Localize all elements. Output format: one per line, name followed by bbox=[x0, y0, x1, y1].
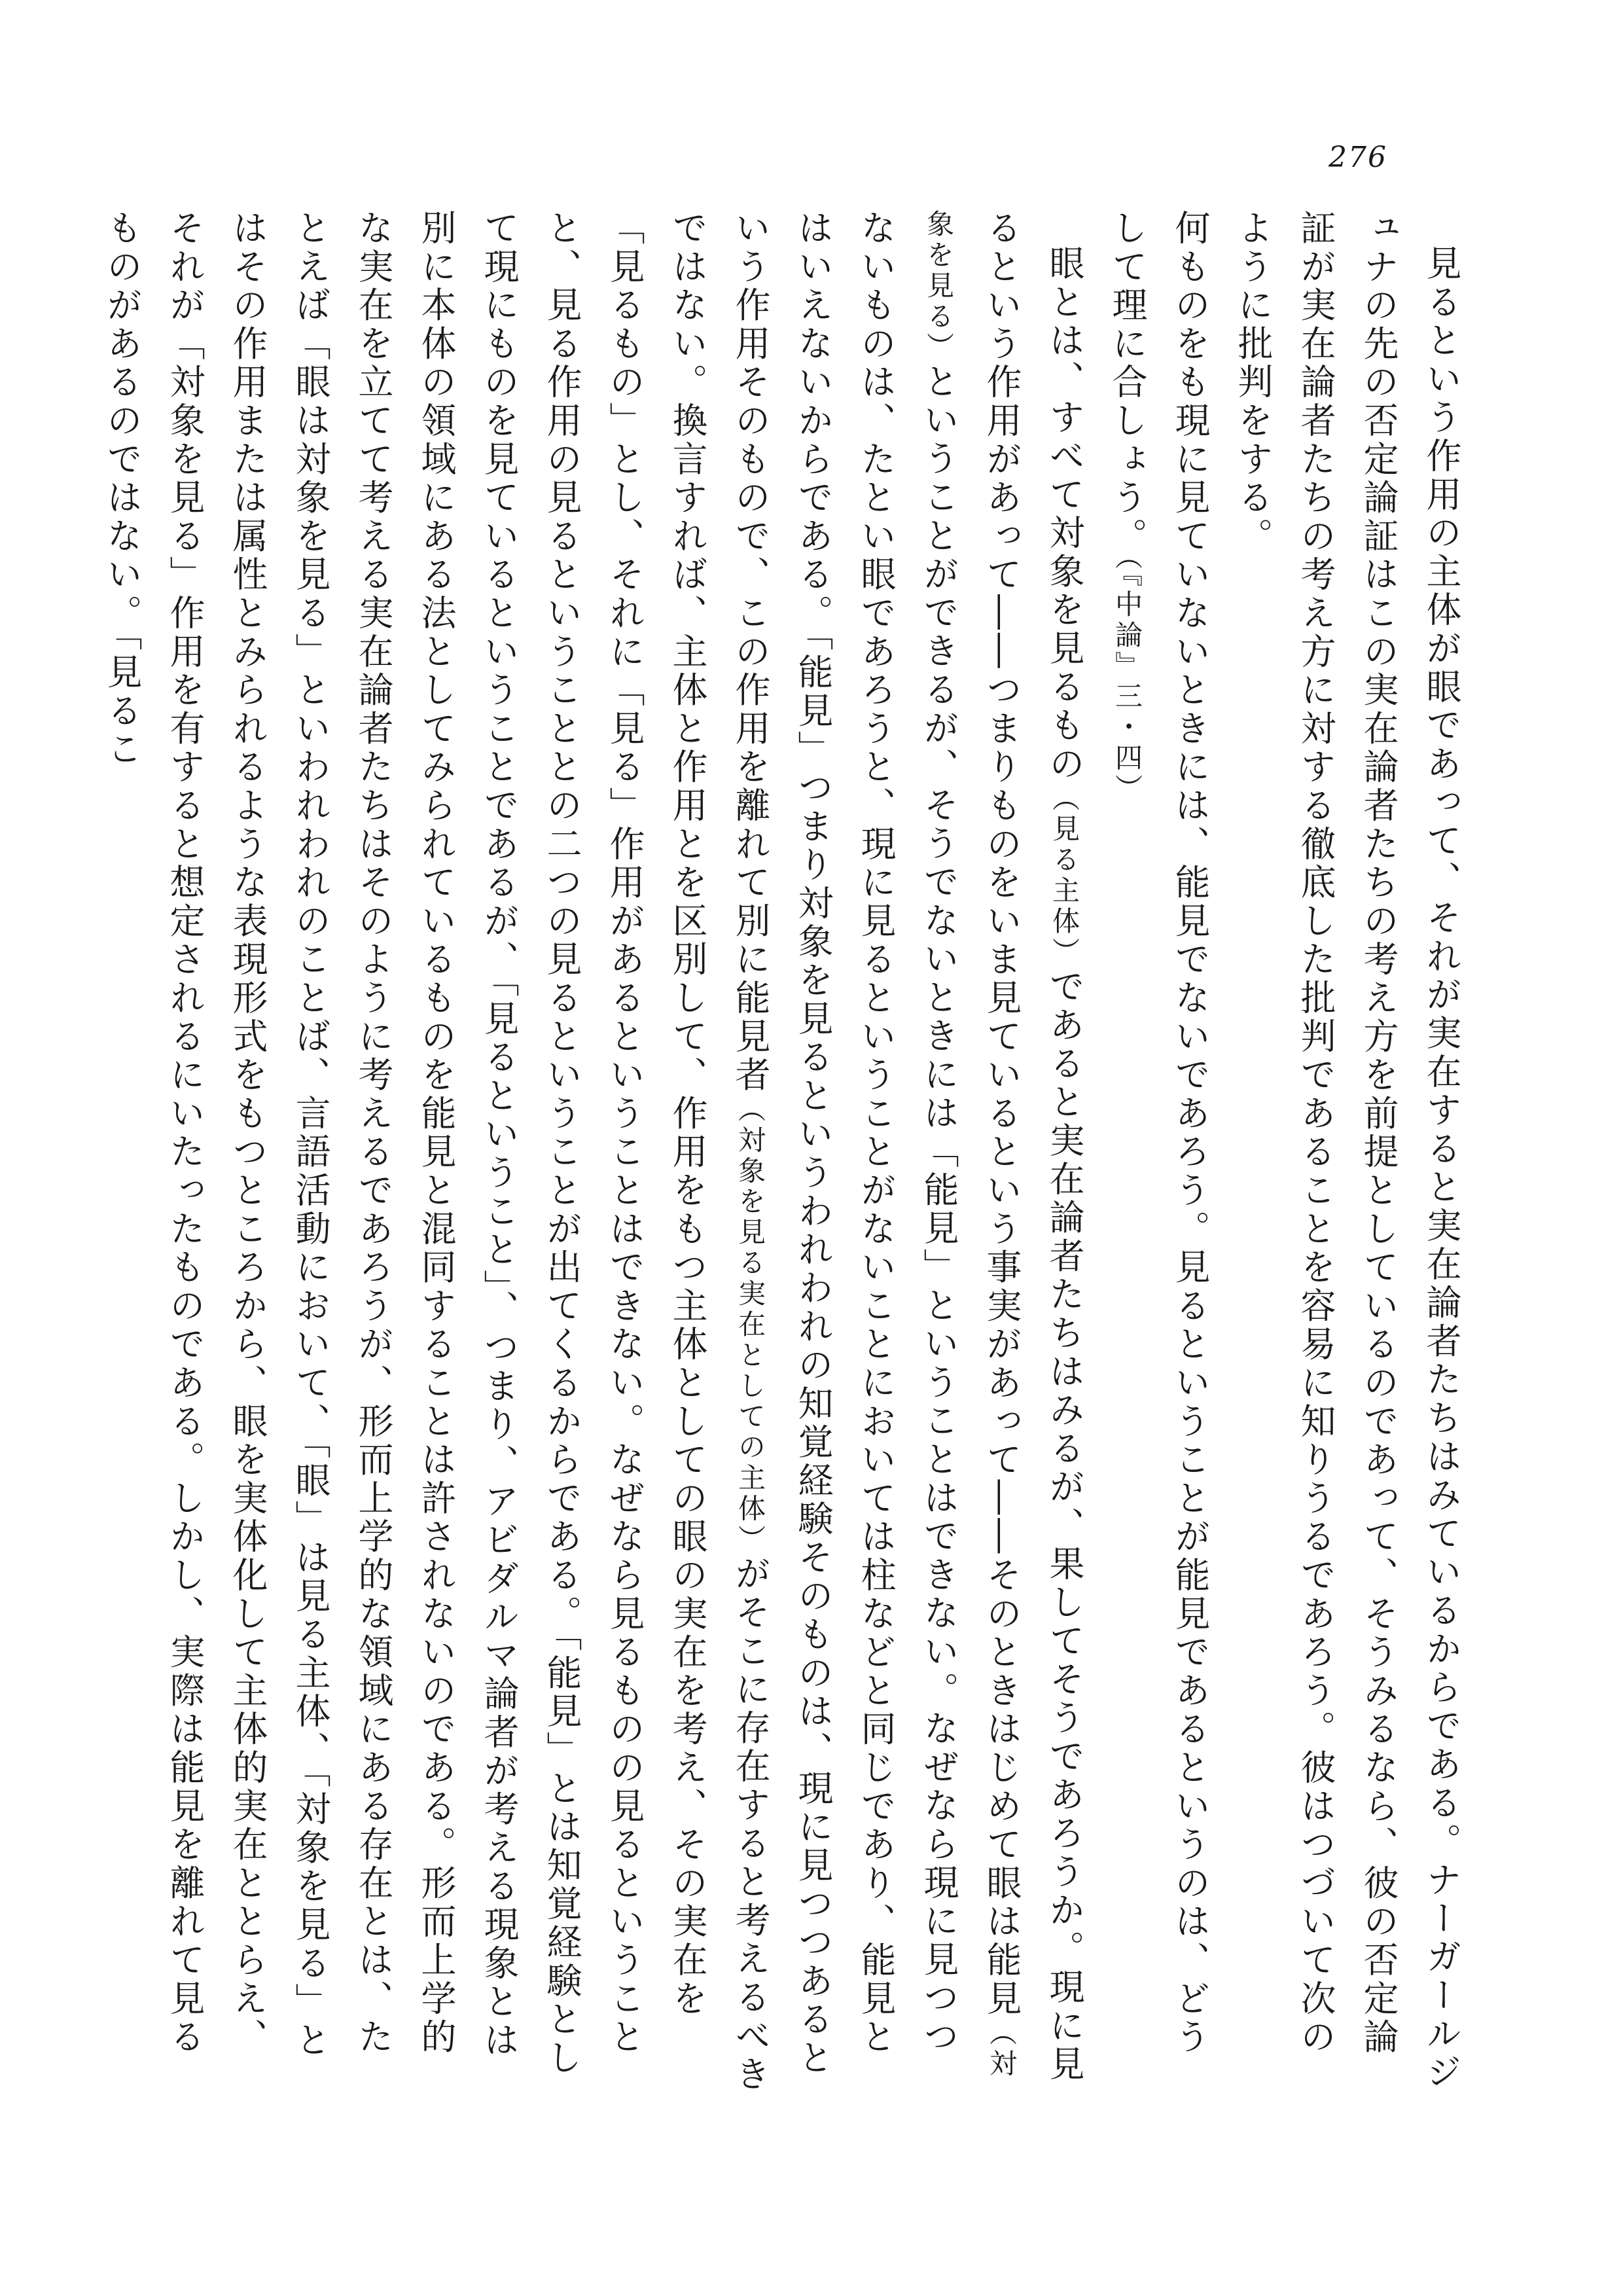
quote-text: 何ものをも現に見ていないときには、能見でないであろう。見るということが能見であるというのは、どうして理に合しょう。 bbox=[1107, 209, 1211, 2057]
block-quote bbox=[1096, 209, 1221, 2094]
paragraph-3-seg-3: ということができるが、そうでないときには「能見」ということはできない。なぜなら現に見つつないものは、たとい眼であろうと、現に見るということがないことにおいては柱などと同じであり、能見とはいえないからである。「能見」つまり対象を見るというわれわれの知覚経験そのものは、現に見つつあるという作用そのもので、この作用を離れて別に能見者 bbox=[730, 209, 959, 2078]
paragraph-3-seg-1: 眼とは、すべて対象を見るもの bbox=[1044, 245, 1085, 784]
paragraph-1: 見るという作用の主体が眼であって、それが実在すると実在論者たちはみているからである。ナーガールジュナの先の否定論証はこの実在論者たちの考え方を前提としているのであって、そうみるなら、彼の否定論証が実在論者たちの考え方に対する徹底した批判であることを容易に知りうるであろう。彼はつづいて次のように批判をする。 bbox=[1232, 209, 1462, 2092]
paragraph-3-note-2: （対象を見る） bbox=[923, 209, 1018, 2080]
page-number: 276 bbox=[1329, 141, 1387, 174]
paragraph-3-seg-4: がそこに存在すると考えるべきではない。換言すれば、主体と作用とを区別して、作用をもつ主体としての眼の実在を考え、その実在を「見るもの」とし、それに「見る」作用があるということはできない。なぜなら見るものの見るということと、見る作用の見るということとの二つの見るということが出てくるからである。「能見」とは知覚経験として現にものを見ているということであるが、「見るということ」、つまり、アビダルマ論者が考える現象とは別に本体の領域にある法としてみられているものを能見と混同することは許されないのである。形而上学的な実在を立てて考える実在論者たちはそのように考えるであろうが、形而上学的な領域にある存在とは、たとえば「眼は対象を見る」といわれわれのことば、言語活動において、「眼」は見る主体、「対象を見る」とはその作用または属性とみられるような表現形式をもつところから、眼を実体化して主体的実在ととらえ、それが「対象を見る」作用を有すると想定されるにいたったものである。しかし、実際は能見を離れて見るものがあるのではない。「見るこ bbox=[101, 209, 771, 2094]
vertical-text-body bbox=[101, 209, 1472, 2094]
paragraph-3-note-3: （対象を見る実在としての主体） bbox=[734, 1094, 766, 1556]
quote-citation: （『中論』三・四） bbox=[1111, 556, 1143, 805]
paragraph-3-note-1: （見る主体） bbox=[1048, 783, 1080, 968]
paragraph-3 bbox=[90, 209, 1096, 2094]
paragraph-3-seg-2: であると実在論者たちはみるが、果してそうであろうか。現に見るという作用があって――つまりものをいま見ているという事実があって――そのときはじめて眼は能見 bbox=[981, 209, 1085, 2084]
